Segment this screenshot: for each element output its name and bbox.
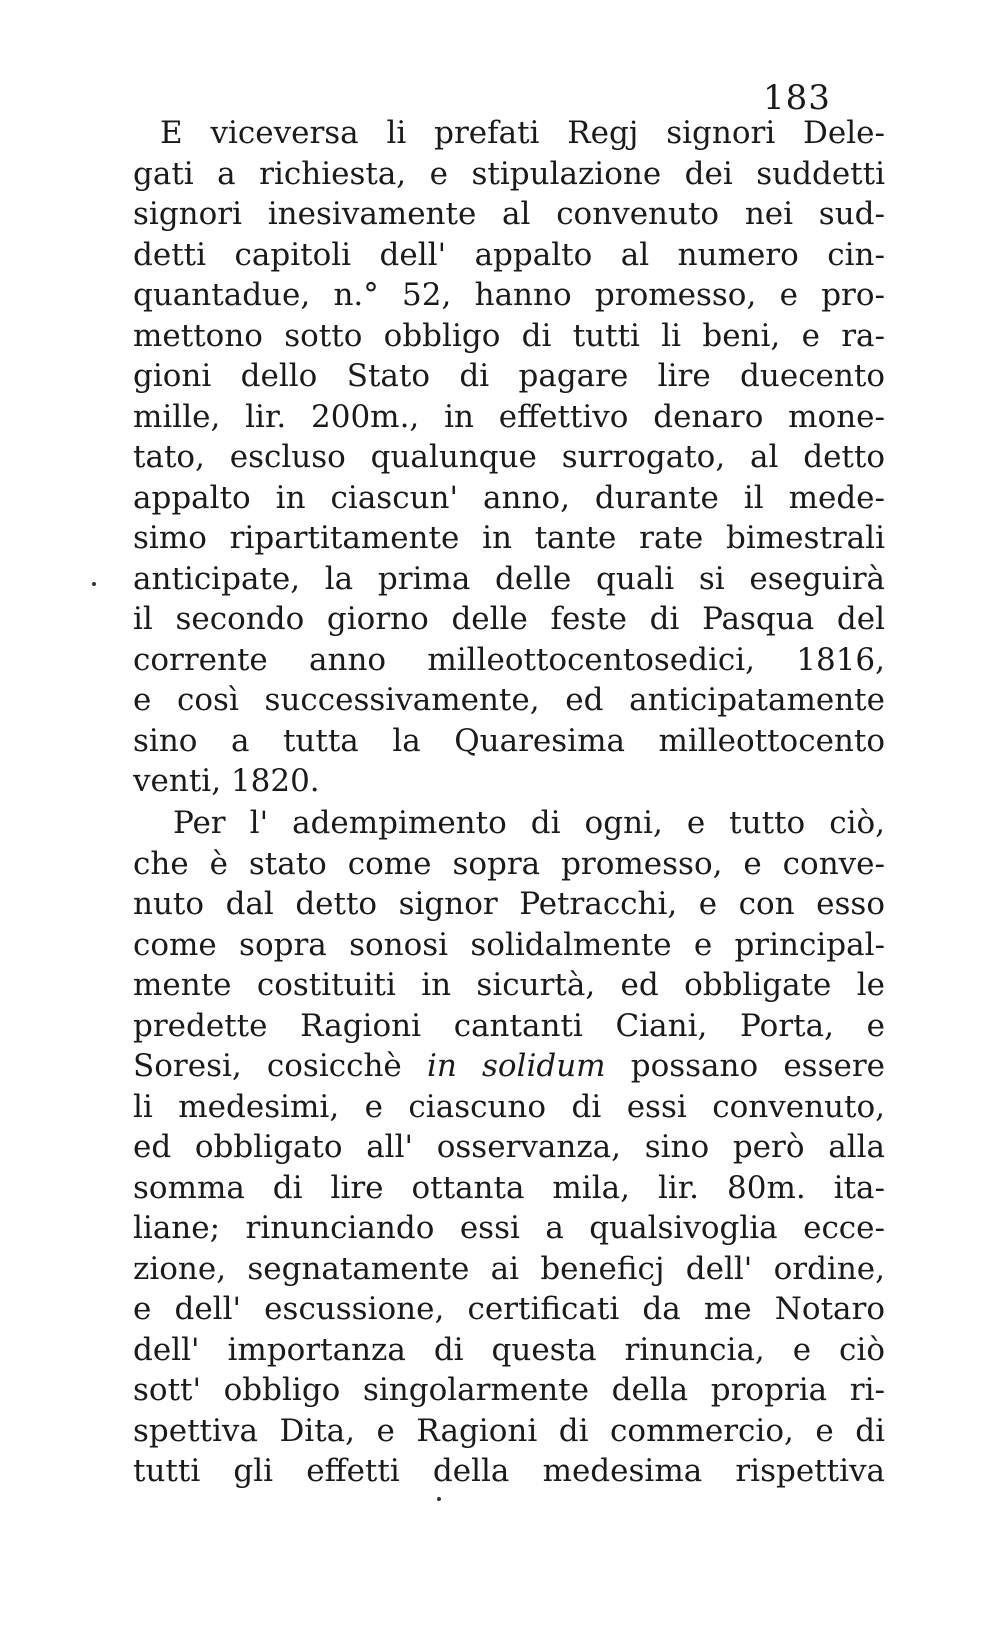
page-number: 183: [763, 78, 831, 118]
text-line: sott' obbligo singolarmente della propria ri-: [133, 1372, 885, 1408]
text-line: mente costituiti in sicurtà, ed obbligate le: [133, 967, 885, 1003]
text-line: ed obbligato all' osservanza, sino però alla: [133, 1129, 885, 1165]
text-line: il secondo giorno delle feste di Pasqua del: [133, 601, 885, 637]
text-line: quantadue, n.° 52, hanno promesso, e pro-: [133, 277, 885, 313]
text-line: predette Ragioni cantanti Ciani, Porta, e: [133, 1007, 885, 1044]
text-line: signori inesivamente al convenuto nei sud-: [133, 196, 885, 232]
paragraph-obligations-delegates: [133, 113, 885, 802]
text-line: nuto dal detto signor Petracchi, e con esso: [133, 886, 885, 922]
text-line: gati a richiesta, e stipulazione dei suddetti: [133, 155, 885, 192]
text-line: somma di lire ottanta mila, lir. 80m. ita-: [133, 1169, 885, 1206]
text-line: che è stato come sopra promesso, e conve-: [133, 845, 885, 882]
text-line: Per l' adempimento di ogni, e tutto ciò,: [173, 805, 885, 841]
latin-phrase: in solidum: [426, 1048, 606, 1084]
text-line: come sopra sonosi solidalmente e principal-: [133, 926, 885, 963]
text-line: corrente anno milleottocentosedici, 1816,: [133, 641, 885, 678]
text-line: liane; rinunciando essi a qualsivoglia ecce-: [133, 1210, 885, 1246]
text-line: tato, escluso qualunque surrogato, al detto: [133, 439, 885, 475]
print-speck: [92, 582, 96, 586]
text-line: E viceversa li prefati Regj signori Dele-: [160, 115, 885, 151]
text-line: anticipate, la prima delle quali si eseguirà: [133, 560, 885, 597]
print-speck: [437, 1497, 441, 1501]
text-line: venti, 1820.: [133, 763, 320, 799]
text-line: e dell' escussione, certificati da me Notaro: [133, 1291, 885, 1327]
text-line: Soresi, cosicchè in solidum possano essere: [133, 1048, 885, 1084]
text-line: mille, lir. 200m., in effettivo denaro mone-: [133, 398, 885, 435]
text-line: sino a tutta la Quaresima milleottocento: [133, 722, 885, 759]
text-line: tutti gli effetti della medesima rispettiva: [133, 1453, 885, 1489]
text-line: li medesimi, e ciascuno di essi convenuto,: [133, 1088, 885, 1125]
text-line: detti capitoli dell' appalto al numero cin-: [133, 236, 885, 273]
paragraph-guarantors: [133, 803, 885, 1492]
text-line: mettono sotto obbligo di tutti li beni, e ra-: [133, 317, 885, 354]
text-line: e così successivamente, ed anticipatamente: [133, 682, 885, 718]
text-line: appalto in ciascun' anno, durante il mede-: [133, 479, 885, 516]
text-line: gioni dello Stato di pagare lire duecento: [133, 358, 885, 394]
text-line: zione, segnatamente ai beneficj dell' ordine,: [133, 1250, 885, 1287]
text-line: dell' importanza di questa rinuncia, e ciò: [133, 1331, 885, 1368]
text-line: spettiva Dita, e Ragioni di commercio, e di: [133, 1412, 885, 1449]
text-line: simo ripartitamente in tante rate bimestrali: [133, 520, 885, 556]
